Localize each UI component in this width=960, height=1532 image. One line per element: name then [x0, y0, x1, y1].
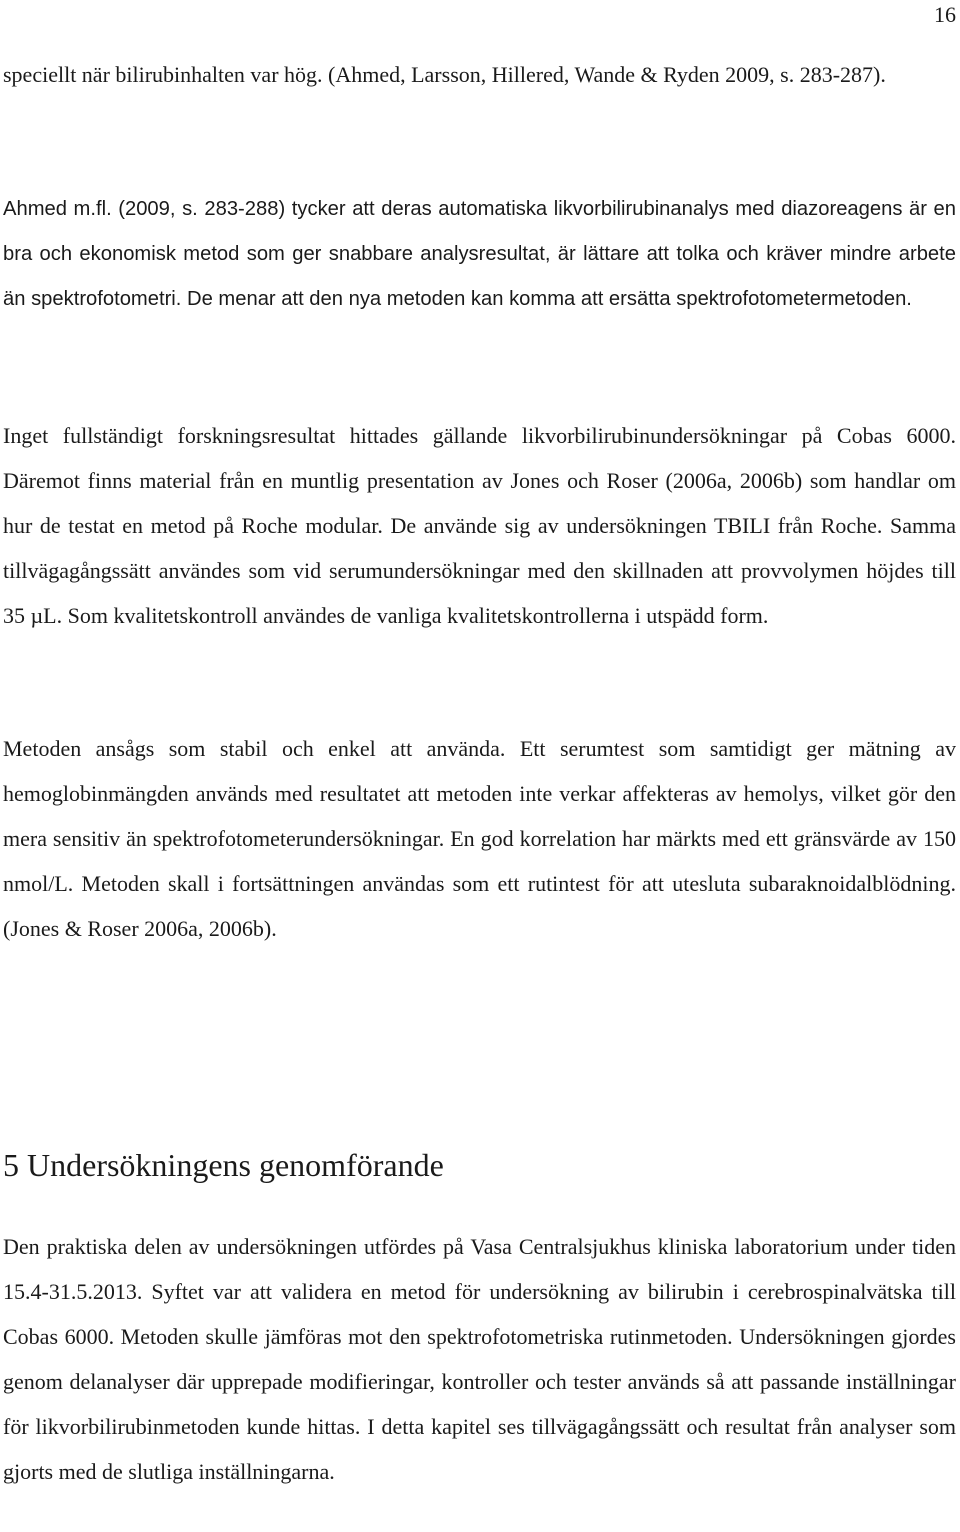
- paragraph-3: Inget fullständigt forskningsresultat hittades gällande likvorbilirubinundersökningar på Cobas 6000. Däremot finns material från en muntlig presentation av Jones och Roser (2006a, 2006b) som handlar om hur de testat en metod på Roche modular. De använde sig av undersökningen TBILI från Roche. Samma tillvägagångssätt användes som vid serumundersökningar med den skillnaden att provvolymen höjdes till 35 µL. Som kvalitetskontroll användes de vanliga kvalitetskontrollerna i utspädd form.: [3, 423, 956, 628]
- paragraph-1: speciellt när bilirubinhalten var hög. (Ahmed, Larsson, Hillered, Wande & Ryden 2009, s. 283-287).: [3, 62, 886, 87]
- section-heading: 5 Undersökningens genomförande: [3, 1147, 444, 1183]
- paragraph-2: Ahmed m.fl. (2009, s. 283-288) tycker att deras automatiska likvorbilirubinanalys med diazoreagens är en bra och ekonomisk metod som ger snabbare analysresultat, är lättare att tolka och kräver mindre arbete än spektrofotometri. De menar att den nya metoden kan komma att ersätta spektrofotometermetoden.: [3, 198, 956, 310]
- paragraph-5: Den praktiska delen av undersökningen utfördes på Vasa Centralsjukhus kliniska laboratorium under tiden 15.4-31.5.2013. Syftet var att validera en metod för undersökning av bilirubin i cerebrospinalvätska till Cobas 6000. Metoden skulle jämföras mot den spektrofotometriska rutinmetoden. Undersökningen gjordes genom delanalyser där upprepade modifieringar, kontroller och tester används så att passande inställningar för likvorbilirubinmetoden kunde hittas. I detta kapitel ses tillvägagångssätt och resultat från analyser som gjorts med de slutliga inställningarna.: [3, 1234, 956, 1484]
- paragraph-4: Metoden ansågs som stabil och enkel att använda. Ett serumtest som samtidigt ger mätning av hemoglobinmängden används med resultatet att metoden inte verkar affekteras av hemolys, vilket gör den mera sensitiv än spektrofotometerundersökningar. En god korrelation har märkts med ett gränsvärde av 150 nmol/L. Metoden skall i fortsättningen användas som ett rutintest för att utesluta subaraknoidalblödning. (Jones & Roser 2006a, 2006b).: [3, 736, 956, 941]
- page-number: 16: [934, 2, 956, 27]
